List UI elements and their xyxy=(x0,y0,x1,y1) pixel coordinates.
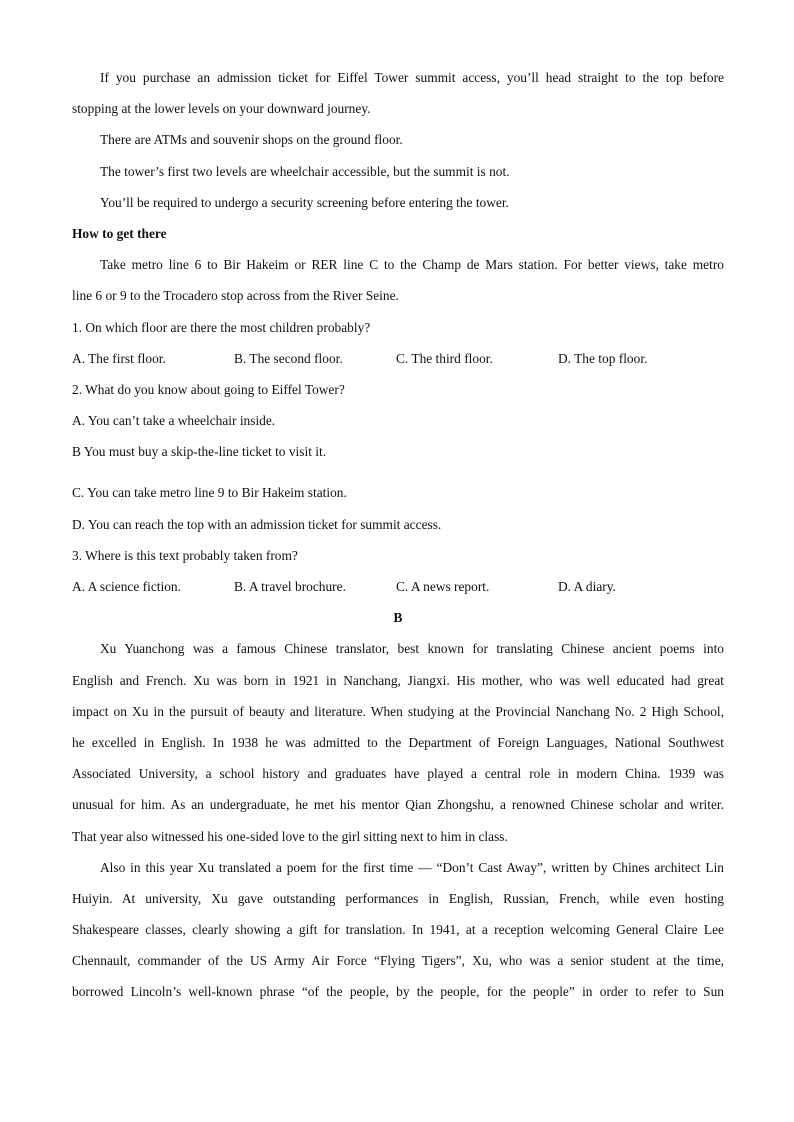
intro-para-3: The tower’s first two levels are wheelchair accessible, but the summit is not. xyxy=(100,163,510,179)
intro-para-1-line-1: If you purchase an admission ticket for Eiffel Tower summit access, you’ll head straight to the top before xyxy=(100,70,724,85)
q2-option-c: C. You can take metro line 9 to Bir Hakeim station. xyxy=(72,485,347,501)
document-page xyxy=(72,62,724,1008)
q1-option-c: C. The third floor. xyxy=(396,350,493,366)
question-2-stem: 2. What do you know about going to Eiffel Tower? xyxy=(72,381,345,397)
b-para-1-line-5: Associated University, a school history and graduates have played a central role in modern China. 1939 was xyxy=(72,766,724,782)
how-para-line-2: line 6 or 9 to the Trocadero stop across from the River Seine. xyxy=(72,288,399,304)
b-para-2-line-1: Also in this year Xu translated a poem for the first time — “Don’t Cast Away”, written by Chines architect Lin xyxy=(100,859,724,875)
b-para-2-line-4: Chennault, commander of the US Army Air Force “Flying Tigers”, Xu, who was a senior student at the time, xyxy=(72,953,724,969)
q2-option-d: D. You can reach the top with an admission ticket for summit access. xyxy=(72,516,442,532)
b-para-1-line-2: English and French. Xu was born in 1921 in Nanchang, Jiangxi. His mother, who was well educated had great xyxy=(72,672,724,688)
b-para-1-line-3: impact on Xu in the pursuit of beauty and literature. When studying at the Provincial Nanchang No. 2 High School, xyxy=(72,703,724,719)
b-para-1-line-4: he excelled in English. In 1938 he was admitted to the Department of Foreign Languages, National Southwest xyxy=(72,734,724,750)
q3-option-c: C. A news report. xyxy=(396,579,490,594)
q3-option-b: B. A travel brochure. xyxy=(234,579,346,594)
q1-option-b: B. The second floor. xyxy=(234,350,343,366)
how-para-line-1: Take metro line 6 to Bir Hakeim or RER line C to the Champ de Mars station. For better views, take metro xyxy=(100,257,724,273)
q1-option-a: A. The first floor. xyxy=(72,350,166,366)
b-para-2-line-5: borrowed Lincoln’s well-known phrase “of the people, by the people, for the people” in order to refer to Sun xyxy=(72,984,724,1000)
q3-option-a: A. A science fiction. xyxy=(72,579,181,594)
intro-para-4: You’ll be required to undergo a security screening before entering the tower. xyxy=(100,194,509,210)
question-1-stem: 1. On which floor are there the most children probably? xyxy=(72,319,371,335)
b-para-1-line-6: unusual for him. As an undergraduate, he met his mentor Qian Zhongshu, a renowned Chinese scholar and writer. xyxy=(72,797,724,813)
section-b-title: B xyxy=(393,610,403,626)
question-1-options xyxy=(72,343,724,374)
q1-option-d: D. The top floor. xyxy=(558,350,648,366)
q3-option-d: D. A diary. xyxy=(558,579,616,594)
intro-para-1-line-2: stopping at the lower levels on your downward journey. xyxy=(72,101,371,117)
b-para-2-line-2: Huiyin. At university, Xu gave outstanding performances in English, Russian, French, while even hosting xyxy=(72,890,724,906)
heading-how-to-get-there: How to get there xyxy=(72,225,167,241)
q2-option-a: A. You can’t take a wheelchair inside. xyxy=(72,413,276,429)
b-para-1-line-7: That year also witnessed his one-sided love to the girl sitting next to him in class. xyxy=(72,828,508,844)
b-para-2-line-3: Shakespeare classes, clearly showing a gift for translation. In 1941, at a reception welcoming General Claire Lee xyxy=(72,922,724,938)
spacer xyxy=(72,467,724,477)
question-3-stem: 3. Where is this text probably taken from? xyxy=(72,547,298,563)
b-para-1-line-1: Xu Yuanchong was a famous Chinese translator, best known for translating Chinese ancient poems into xyxy=(100,641,724,657)
question-3-options xyxy=(72,571,724,602)
q2-option-b: B You must buy a skip-the-line ticket to visit it. xyxy=(72,444,327,460)
intro-para-2: There are ATMs and souvenir shops on the ground floor. xyxy=(100,132,403,148)
